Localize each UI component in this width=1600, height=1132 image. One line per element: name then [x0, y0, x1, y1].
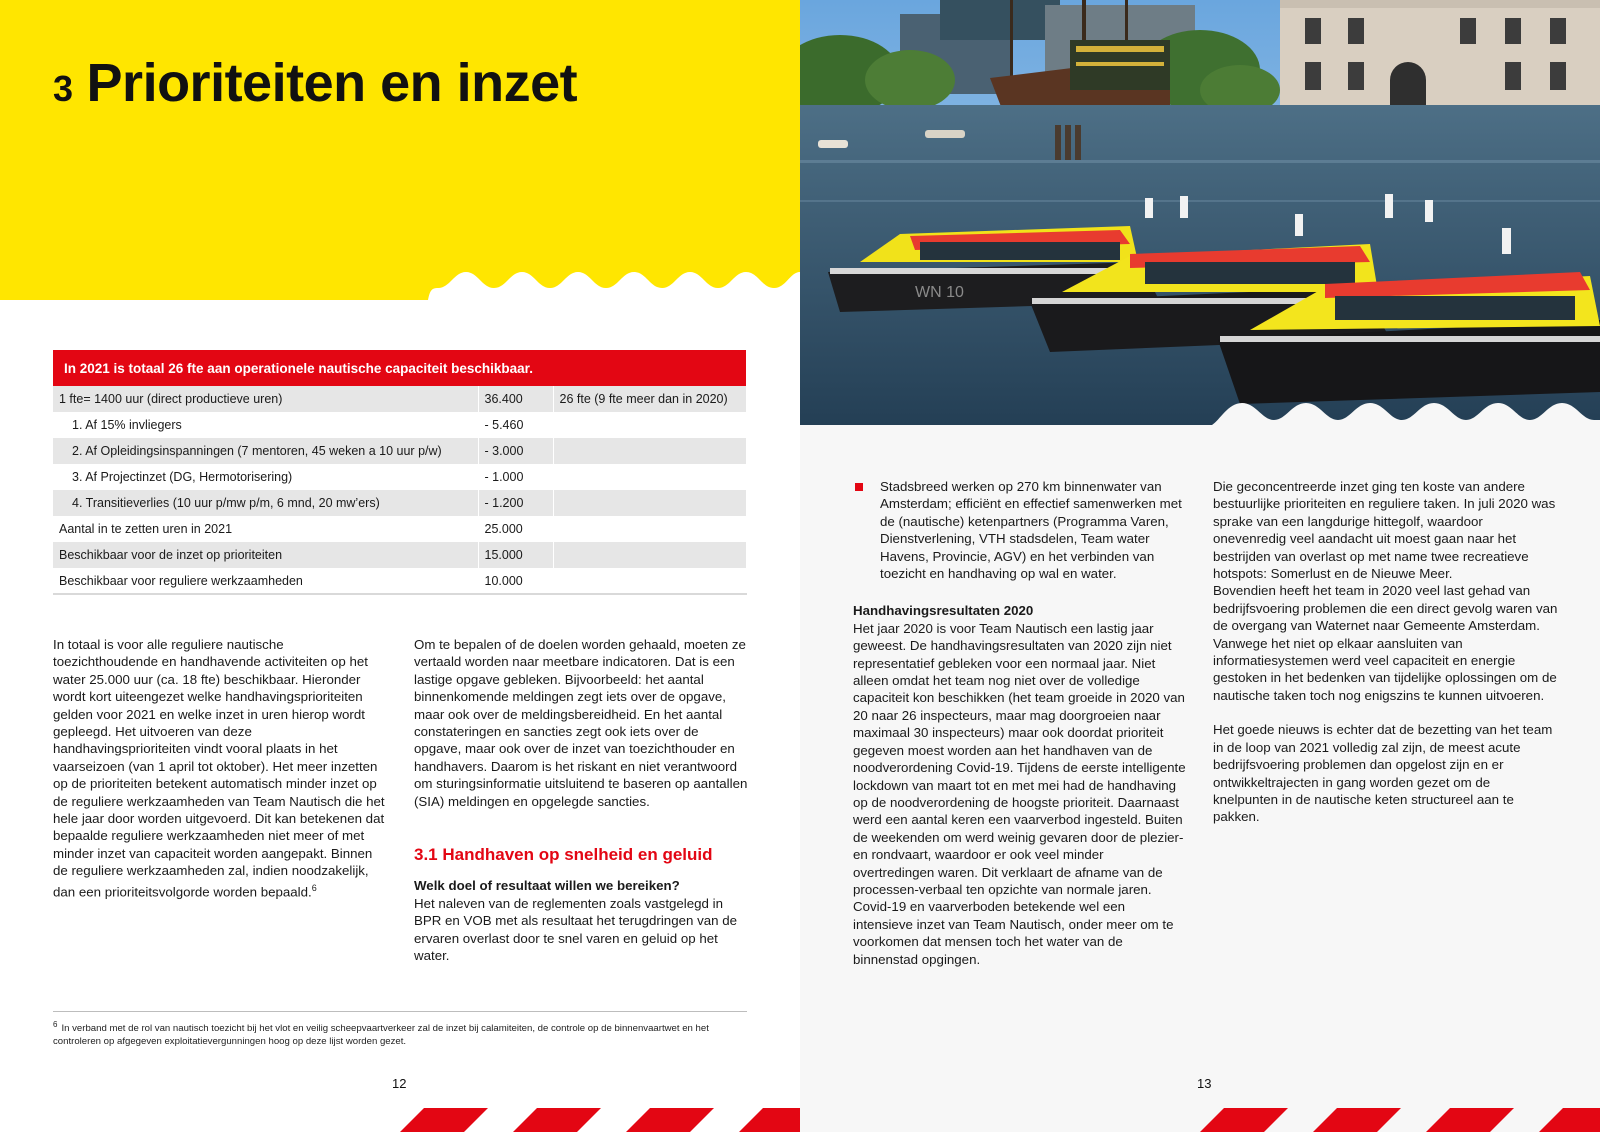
table-row	[53, 490, 747, 516]
goal-question: Welk doel of resultaat willen we bereiken?	[414, 878, 680, 894]
operations-problems-paragraph: Bovendien heeft het team in 2020 veel last gehad van bedrijfsvoering problemen die een direct gevolg waren van de overgang van Waternet naar Gemeente Amsterdam. Vanwege het niet op elkaar aansluiten van informatiesystemen werd veel capaciteit en energie gestoken in het bedenken van tijdelijke oplossingen om de nautische taken toch nog enigszins te kunnen uitvoeren.	[1213, 583, 1558, 703]
table-cell-note	[553, 464, 747, 490]
table-cell-label: Aantal in te zetten uren in 2021	[53, 516, 478, 542]
table-cell-note	[553, 542, 747, 568]
footnote	[53, 1018, 747, 1048]
table-cell-label: Beschikbaar voor de inzet op prioriteiten	[53, 542, 478, 568]
table-cell-value: 36.400	[478, 386, 553, 412]
chapter-title	[53, 52, 577, 114]
table-cell-label: 4. Transitieverlies (10 uur p/mw p/m, 6 mnd, 20 mw’ers)	[53, 490, 478, 516]
table-header: In 2021 is totaal 26 fte aan operationele nautische capaciteit beschikbaar.	[53, 350, 747, 386]
table-cell-label: 2. Af Opleidingsinspanningen (7 mentoren, 45 weken a 10 uur p/w)	[53, 438, 478, 464]
chapter-title-text: Prioriteiten en inzet	[86, 53, 578, 113]
table-cell-value: - 3.000	[478, 438, 553, 464]
goal-answer: Het naleven van de reglementen zoals vastgelegd in BPR en VOB met als resultaat het terugdringen van de ervaren overlast door te snel varen en geluid op het water.	[414, 895, 738, 964]
page-right	[800, 0, 1600, 1132]
table-row	[53, 516, 747, 542]
right-column-1	[853, 478, 1188, 968]
table-cell-note	[553, 490, 747, 516]
table-cell-note	[553, 438, 747, 464]
red-stripes-decoration	[400, 1108, 800, 1132]
yellow-header-band	[0, 0, 800, 300]
intro-paragraph: In totaal is voor alle reguliere nautische toezichthoudende en handhavende activiteiten op het water 25.000 uur (ca. 18 fte) beschikbaar. Hieronder wordt kort uiteengezet welke handhavingsprioriteiten gelden voor 2021 en welke inzet in uren hierop wordt gepleegd. Het uitvoeren van deze handhavingsprioriteiten vindt vooral plaats in het vaarseizoen (van 1 april tot oktober). Het meer inzetten op de prioriteiten betekent automatisch minder inzet op de reguliere werkzaamheden van Team Nautisch die het hele jaar door worden uitgevoerd. Dit kan betekenen dat bepaalde reguliere werkzaamheden niet meer of met minder inzet van capaciteit worden aangepakt. Binnen de reguliere werkzaamheden zal, indien noodzakelijk, dan een prioriteitsvolgorde worden bepaald.	[53, 637, 385, 900]
results-paragraph: Het jaar 2020 is voor Team Nautisch een lastig jaar geweest. De handhavingsresultaten van 2020 zijn niet representatief gebleken voor een normaal jaar. Niet alleen omdat het team nog niet over de volledige capaciteit kon beschikken (het team groeide in 2020 van 20 naar 26 inspecteurs, maar mag doorgroeien naar maximaal 30 inspecteurs) maar ook doordat prioriteit gegeven moest worden aan het handhaven van de noodverordening Covid-19. Tijdens de eerste intelligente lockdown van maart tot en met mei had de handhaving op de noodverordening de hoogste prioriteit. Daarnaast werd een aantal keren een vaarverbod ingesteld. Buiten de weekenden om werd weinig gevaren door de plezier- en rondvaart, waardoor er ook veel minder overtredingen waren. Dit verklaart de afname van de processen-verbaal ten opzichte van normale jaren. Covid-19 en vaarverboden betekende wel een intensieve inzet van Team Nautisch, onder meer om te voorkomen dat mensen toch het water van de binnenstad opgingen.	[853, 620, 1186, 967]
table-row	[53, 568, 747, 594]
table-cell-value: - 5.460	[478, 412, 553, 438]
footnote-divider	[53, 1011, 747, 1012]
page-number-left: 12	[392, 1076, 407, 1091]
table-cell-label: 1 fte= 1400 uur (direct productieve uren)	[53, 386, 478, 412]
harbour-boats-photo	[800, 0, 1600, 425]
footnote-text: In verband met de rol van nautisch toezicht bij het vlot en veilig scheepvaartverkeer zal de inzet bij calamiteiten, de controle op de binnenvaartwet en het controleren op afgegeven exploitatievergunningen hoog op deze lijst worden gezet.	[53, 1023, 709, 1048]
red-stripes-decoration	[1200, 1108, 1600, 1132]
footnote-reference[interactable]: 6	[311, 882, 317, 893]
table-cell-note: 26 fte (9 fte meer dan in 2020)	[553, 386, 747, 412]
table-row	[53, 386, 747, 412]
bullet-square-icon	[855, 483, 863, 491]
table-cell-value: - 1.200	[478, 490, 553, 516]
indicators-paragraph: Om te bepalen of de doelen worden gehaald, moeten ze vertaald worden naar meetbare indicatoren. Dat is een lastige opgave gebleken. Bijvoorbeeld: het aantal binnenkomende meldingen zegt iets over de opgave, maar ook over de meldingsbereidheid. En het aantal constateringen en sancties zegt ook iets over de opgave, maar ook over de inzet van toezichthouder en handhavers. Daarom is het riskant en niet verantwoord om sturingsinformatie uitsluitend te baseren op aantallen (SIA) meldingen en opgelegde sancties.	[414, 637, 748, 809]
table-header-row	[53, 350, 747, 386]
left-column-2	[414, 636, 749, 965]
section-heading: 3.1 Handhaven op snelheid en geluid	[414, 845, 713, 865]
table-cell-note	[553, 412, 747, 438]
page-number-right: 13	[1197, 1076, 1212, 1091]
capacity-table	[53, 350, 747, 595]
bullet-text: Stadsbreed werken op 270 km binnenwater van Amsterdam; efficiënt en effectief samenwerken met de (nautische) ketenpartners (Programma Varen, Dienstverlening, VTH stadsdelen, Team water Havens, Provincie, AGV) en het verbinden van toezicht en handhaving op wal en water.	[880, 479, 1182, 582]
left-column-1	[53, 636, 388, 901]
right-column-2	[1213, 478, 1558, 826]
table-cell-note	[553, 568, 747, 594]
boat-label: WN 10	[915, 284, 964, 301]
table-cell-value: 10.000	[478, 568, 553, 594]
concentrated-effort-paragraph: Die geconcentreerde inzet ging ten koste van andere bestuurlijke prioriteiten en reguliere taken. In juli 2020 was sprake van een langdurige hittegolf, waardoor onevenredig veel aandacht uit moest gaan naar het bestrijden van overlast op met name twee recreatieve hotspots: Somerlust en de Nieuwe Meer.	[1213, 479, 1556, 582]
list-item	[853, 478, 1188, 582]
table-row	[53, 412, 747, 438]
table-cell-note	[553, 516, 747, 542]
table-row	[53, 438, 747, 464]
table-cell-label: 1. Af 15% invliegers	[53, 412, 478, 438]
good-news-paragraph: Het goede nieuws is echter dat de bezetting van het team in de loop van 2021 volledig zal zijn, de meest acute bedrijfsvoering problemen dan opgelost zijn en er ontwikkeltrajecten in gang worden gezet om de knelpunten in de nautische keten structureel aan te pakken.	[1213, 722, 1553, 825]
table-cell-label: 3. Af Projectinzet (DG, Hermotorisering)	[53, 464, 478, 490]
table-row	[53, 464, 747, 490]
results-subheading: Handhavingsresultaten 2020	[853, 603, 1034, 619]
chapter-number: 3	[53, 68, 73, 109]
table-row	[53, 542, 747, 568]
table-cell-value: 15.000	[478, 542, 553, 568]
table-cell-label: Beschikbaar voor reguliere werkzaamheden	[53, 568, 478, 594]
table-cell-value: 25.000	[478, 516, 553, 542]
table-cell-value: - 1.000	[478, 464, 553, 490]
footnote-number: 6	[53, 1020, 58, 1029]
